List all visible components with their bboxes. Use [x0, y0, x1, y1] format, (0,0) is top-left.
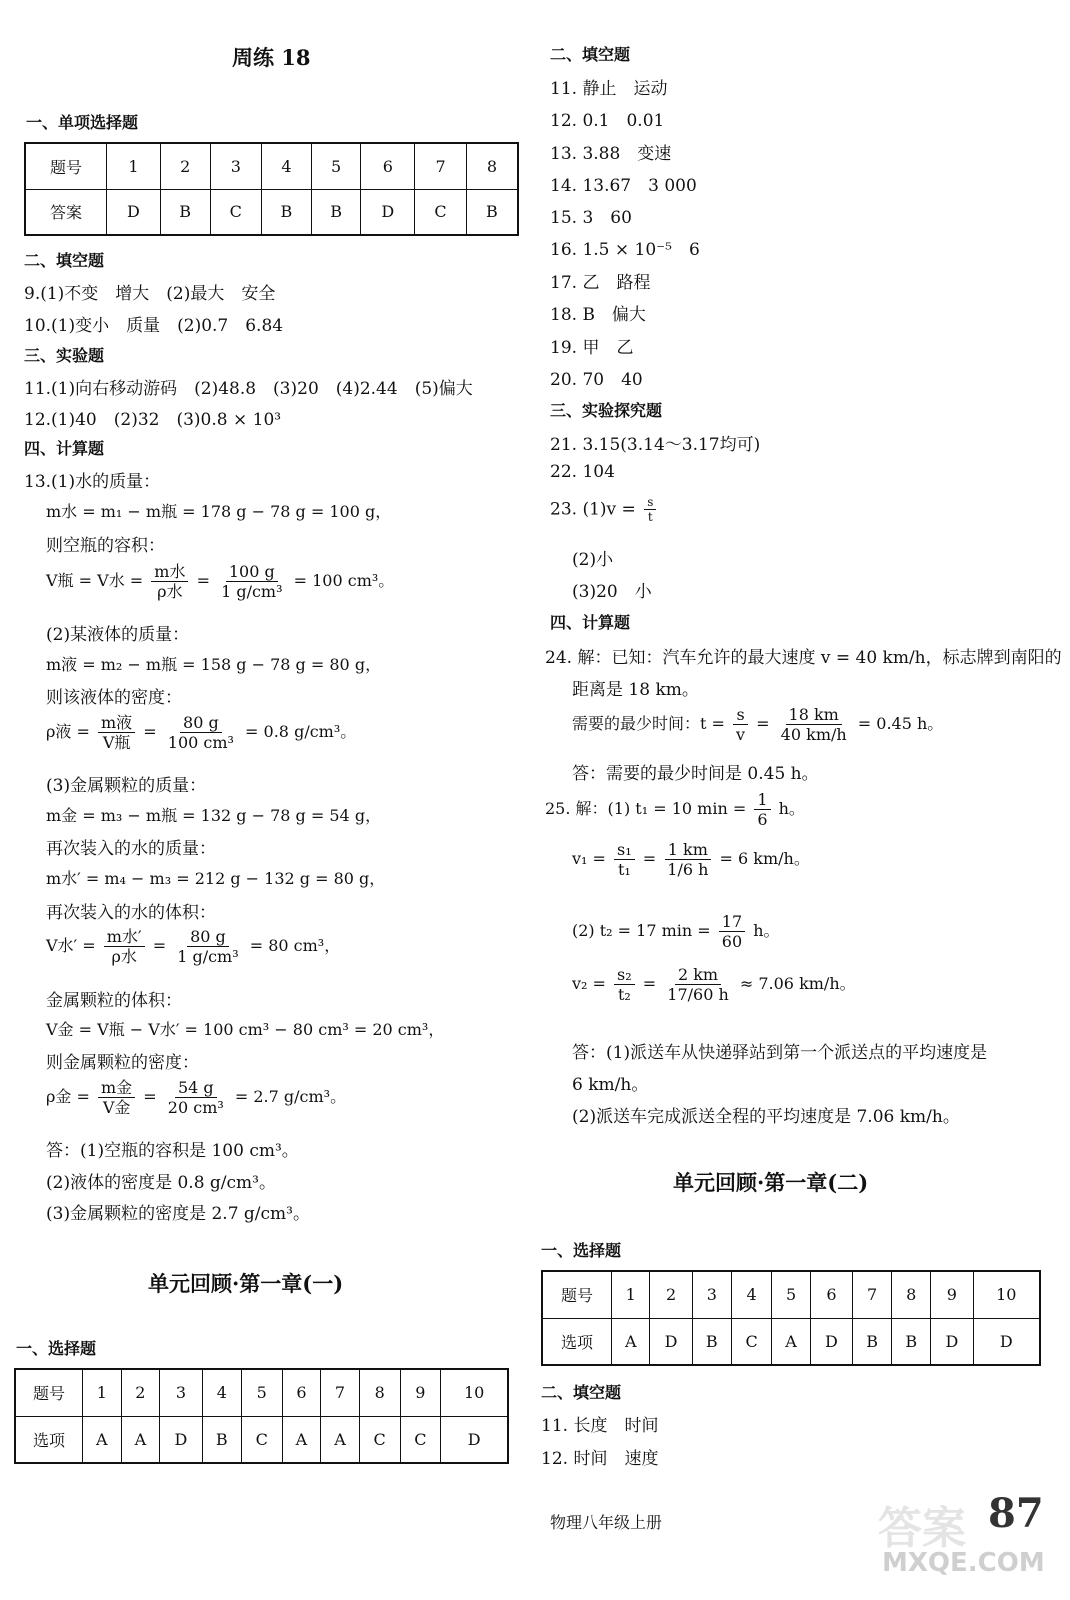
- table-cell: 5: [241, 1369, 282, 1416]
- table-cell: C: [415, 189, 467, 235]
- section-fill-blank: 二、填空题: [24, 251, 105, 270]
- answer-line: (3)金属颗粒的质量：: [46, 776, 207, 796]
- fraction: $\frac{\text{m液}}{\text{V瓶}}$: [98, 713, 135, 752]
- fraction: $\frac{\text{s₂}}{\text{t₂}}$: [614, 965, 635, 1004]
- answer-line: 10.(1)变小 质量 (2)0.7 6.84: [24, 316, 284, 336]
- table-cell: A: [121, 1416, 160, 1463]
- table-row-header: 题号: [542, 1271, 612, 1318]
- table-cell: 2: [650, 1271, 692, 1318]
- answer-line: 24. 解：已知：汽车允许的最大速度 v = 40 km/h，标志牌到南阳的: [545, 648, 1062, 668]
- unit-review-title-2: 单元回顾·第一章(二): [673, 1170, 869, 1195]
- equation-line: V瓶 = V水 = $\frac{\text{m水}}{\text{ρ水}}$ = $\frac{100 g}{\text{1 g/cm³}}$ = 100 cm³。: [46, 562, 395, 602]
- answer-line: 6 km/h。: [572, 1075, 649, 1095]
- table-cell: 2: [160, 143, 210, 189]
- answer-line: 答：(1)空瓶的容积是 100 cm³。: [46, 1141, 299, 1161]
- answer-line: 22. 104: [550, 462, 615, 482]
- equation-line: 23. (1)v = $\frac{s}{t}$: [550, 495, 659, 525]
- answer-line: (3)20 小: [572, 582, 652, 602]
- table-cell: 2: [121, 1369, 160, 1416]
- table-cell: 9: [931, 1271, 973, 1318]
- equation-line: ρ金 = $\frac{\text{m金}}{\text{V金}}$ = $\frac{54 g}{\text{20 cm³}}$ = 2.7 g/cm³。: [46, 1078, 347, 1118]
- fraction: $\frac{s}{t}$: [644, 495, 656, 525]
- table-cell: 6: [361, 143, 415, 189]
- answer-line: 再次装入的水的质量：: [46, 839, 216, 859]
- table-cell: 3: [692, 1271, 731, 1318]
- table-cell: 1: [107, 143, 161, 189]
- equation-line: m金 = m₃ − m瓶 = 132 g − 78 g = 54 g，: [46, 806, 382, 825]
- table-cell: D: [160, 1416, 202, 1463]
- fraction: $\frac{2 km}{17/60 h}$: [667, 965, 729, 1005]
- equation-line: ρ液 = $\frac{\text{m液}}{\text{V瓶}}$ = $\frac{80 g}{\text{100 cm³}}$ = 0.8 g/cm³。: [46, 713, 357, 753]
- table-cell: A: [772, 1318, 810, 1365]
- section-choice: 一、选择题: [16, 1339, 97, 1358]
- table-cell: 6: [810, 1271, 852, 1318]
- table-row-header: 选项: [542, 1318, 612, 1365]
- table-row-header: 答案: [25, 189, 107, 235]
- table-cell: D: [361, 189, 415, 235]
- equation-line: V金 = V瓶 − V水′ = 100 cm³ − 80 cm³ = 20 cm³，: [46, 1020, 445, 1039]
- equation-line: m水 = m₁ − m瓶 = 178 g − 78 g = 100 g，: [46, 502, 392, 521]
- section-choice: 一、选择题: [541, 1241, 622, 1260]
- table-cell: 3: [160, 1369, 202, 1416]
- table-cell: 10: [973, 1271, 1040, 1318]
- table-cell: B: [892, 1318, 931, 1365]
- week-title: 周练 18: [232, 45, 311, 70]
- answer-line: 12. 0.1 0.01: [550, 111, 665, 131]
- table-cell: 4: [731, 1271, 772, 1318]
- table-cell: D: [650, 1318, 692, 1365]
- table-cell: A: [282, 1416, 321, 1463]
- answer-line: 则金属颗粒的密度：: [46, 1053, 199, 1073]
- answer-line: 距离是 18 km。: [572, 680, 699, 700]
- table-cell: 1: [612, 1271, 650, 1318]
- table-cell: 10: [441, 1369, 508, 1416]
- table-cell: 9: [400, 1369, 441, 1416]
- answer-line: 11.(1)向右移动游码 (2)48.8 (3)20 (4)2.44 (5)偏大: [24, 379, 473, 399]
- answer-line: 答：(1)派送车从快递驿站到第一个派送点的平均速度是: [572, 1043, 988, 1063]
- unit-review-title-1: 单元回顾·第一章(一): [148, 1271, 344, 1296]
- equation-line: V水′ = $\frac{\text{m水′}}{\text{ρ水}}$ = $\frac{80 g}{\text{1 g/cm³}}$ = 80 cm³，: [46, 927, 341, 967]
- table-cell: 4: [262, 143, 312, 189]
- answer-line: 12.(1)40 (2)32 (3)0.8 × 10³: [24, 410, 282, 430]
- answer-table-unit1-part1: [14, 1368, 509, 1464]
- answer-line: 再次装入的水的体积：: [46, 903, 216, 923]
- table-row-header: 题号: [15, 1369, 83, 1416]
- page-number: 87: [988, 1490, 1044, 1537]
- table-cell: 6: [282, 1369, 321, 1416]
- answer-table-unit1-part2: [541, 1270, 1041, 1366]
- answer-line: (2)某液体的质量：: [46, 625, 190, 645]
- answer-line: 9.(1)不变 增大 (2)最大 安全: [24, 284, 276, 304]
- fraction: $\frac{1 km}{1/6 h}$: [664, 840, 711, 879]
- section-experiment: 三、实验探究题: [550, 401, 663, 420]
- table-cell: B: [202, 1416, 241, 1463]
- table-cell: B: [853, 1318, 892, 1365]
- table-cell: 3: [210, 143, 262, 189]
- answer-line: 答：需要的最少时间是 0.45 h。: [572, 764, 819, 784]
- section-calculation: 四、计算题: [550, 613, 631, 632]
- equation-line: 25. 解：(1) t₁ = 10 min = $\frac{1}{6}$ h。: [545, 790, 805, 830]
- table-cell: D: [973, 1318, 1040, 1365]
- answer-line: 金属颗粒的体积：: [46, 991, 182, 1011]
- section-single-choice: 一、单项选择题: [26, 113, 139, 132]
- table-cell: D: [107, 189, 161, 235]
- section-fill-blank: 二、填空题: [550, 45, 631, 64]
- answer-line: 21. 3.15(3.14～3.17均可): [550, 435, 761, 455]
- table-cell: A: [83, 1416, 122, 1463]
- table-cell: B: [692, 1318, 731, 1365]
- table-cell: 7: [853, 1271, 892, 1318]
- table-cell: 7: [415, 143, 467, 189]
- fraction: $\frac{17}{60}$: [719, 912, 745, 951]
- table-cell: 8: [892, 1271, 931, 1318]
- answer-line: 18. B 偏大: [550, 305, 646, 325]
- table-row-header: 选项: [15, 1416, 83, 1463]
- table-cell: A: [321, 1416, 360, 1463]
- answer-line: 17. 乙 路程: [550, 273, 651, 293]
- table-cell: B: [262, 189, 312, 235]
- table-cell: A: [612, 1318, 650, 1365]
- answer-line: 12. 时间 速度: [541, 1449, 659, 1469]
- table-cell: D: [931, 1318, 973, 1365]
- table-cell: 1: [83, 1369, 122, 1416]
- table-cell: B: [311, 189, 361, 235]
- table-cell: C: [210, 189, 262, 235]
- table-cell: 8: [466, 143, 518, 189]
- answer-line: (2)小: [572, 550, 614, 570]
- answer-line: 则空瓶的容积：: [46, 536, 165, 556]
- table-cell: 5: [772, 1271, 810, 1318]
- fraction: $\frac{100 g}{\text{1 g/cm³}}$: [221, 562, 283, 602]
- answer-line: 11. 长度 时间: [541, 1416, 659, 1436]
- answer-line: 则该液体的密度：: [46, 688, 182, 708]
- fraction: $\frac{80 g}{\text{100 cm³}}$: [167, 713, 234, 753]
- fraction: $\frac{18 km}{40 km/h}$: [780, 705, 847, 745]
- table-cell: C: [241, 1416, 282, 1463]
- book-footer: 物理八年级上册: [550, 1513, 663, 1532]
- table-cell: 5: [311, 143, 361, 189]
- equation-line: (2) t₂ = 17 min = $\frac{17}{60}$ h。: [572, 912, 780, 952]
- answer-line: 16. 1.5 × 10⁻⁵ 6: [550, 240, 700, 260]
- table-cell: C: [400, 1416, 441, 1463]
- answer-line: 11. 静止 运动: [550, 79, 668, 99]
- table-cell: D: [810, 1318, 852, 1365]
- section-fill-blank: 二、填空题: [541, 1383, 622, 1402]
- answer-table-week18: [24, 142, 519, 236]
- answer-line: 19. 甲 乙: [550, 338, 634, 358]
- table-cell: 8: [359, 1369, 400, 1416]
- equation-line: v₂ = $\frac{\text{s₂}}{\text{t₂}}$ = $\frac{2 km}{17/60 h}$ ≈ 7.06 km/h。: [572, 965, 856, 1005]
- answer-line: 20. 70 40: [550, 370, 643, 390]
- watermark-text: MXQE.COM: [882, 1548, 1045, 1578]
- fraction: $\frac{\text{s₁}}{\text{t₁}}$: [614, 840, 635, 879]
- section-experiment: 三、实验题: [24, 346, 105, 365]
- fraction: $\frac{\text{m水′}}{\text{ρ水}}$: [104, 927, 145, 966]
- fraction: $\frac{\text{m水}}{\text{ρ水}}$: [151, 562, 188, 601]
- fraction: $\frac{s}{v}$: [733, 705, 748, 744]
- table-cell: B: [160, 189, 210, 235]
- fraction: $\frac{1}{6}$: [754, 790, 770, 829]
- table-cell: 7: [321, 1369, 360, 1416]
- equation-line: m液 = m₂ − m瓶 = 158 g − 78 g = 80 g，: [46, 655, 382, 674]
- table-cell: C: [731, 1318, 772, 1365]
- table-cell: B: [466, 189, 518, 235]
- answer-line: 15. 3 60: [550, 208, 632, 228]
- equation-line: m水′ = m₄ − m₃ = 212 g − 132 g = 80 g，: [46, 869, 386, 888]
- table-cell: C: [359, 1416, 400, 1463]
- table-cell: 4: [202, 1369, 241, 1416]
- section-calculation: 四、计算题: [24, 439, 105, 458]
- answer-line: 13. 3.88 变速: [550, 144, 672, 164]
- answer-line: 13.(1)水的质量：: [24, 472, 161, 492]
- answer-line: (2)液体的密度是 0.8 g/cm³。: [46, 1173, 276, 1193]
- equation-line: 需要的最少时间：t = $\frac{s}{v}$ = $\frac{18 km}{40 km/h}$ = 0.45 h。: [572, 705, 944, 745]
- answer-line: (2)派送车完成派送全程的平均速度是 7.06 km/h。: [572, 1107, 960, 1127]
- table-row-header: 题号: [25, 143, 107, 189]
- fraction: $\frac{54 g}{\text{20 cm³}}$: [167, 1078, 224, 1118]
- equation-line: v₁ = $\frac{\text{s₁}}{\text{t₁}}$ = $\frac{1 km}{1/6 h}$ = 6 km/h。: [572, 840, 810, 880]
- fraction: $\frac{80 g}{\text{1 g/cm³}}$: [177, 927, 239, 967]
- watermark-logo: 答案: [878, 1503, 966, 1554]
- fraction: $\frac{\text{m金}}{\text{V金}}$: [98, 1078, 135, 1117]
- answer-line: 14. 13.67 3 000: [550, 176, 697, 196]
- answer-line: (3)金属颗粒的密度是 2.7 g/cm³。: [46, 1204, 310, 1224]
- table-cell: D: [441, 1416, 508, 1463]
